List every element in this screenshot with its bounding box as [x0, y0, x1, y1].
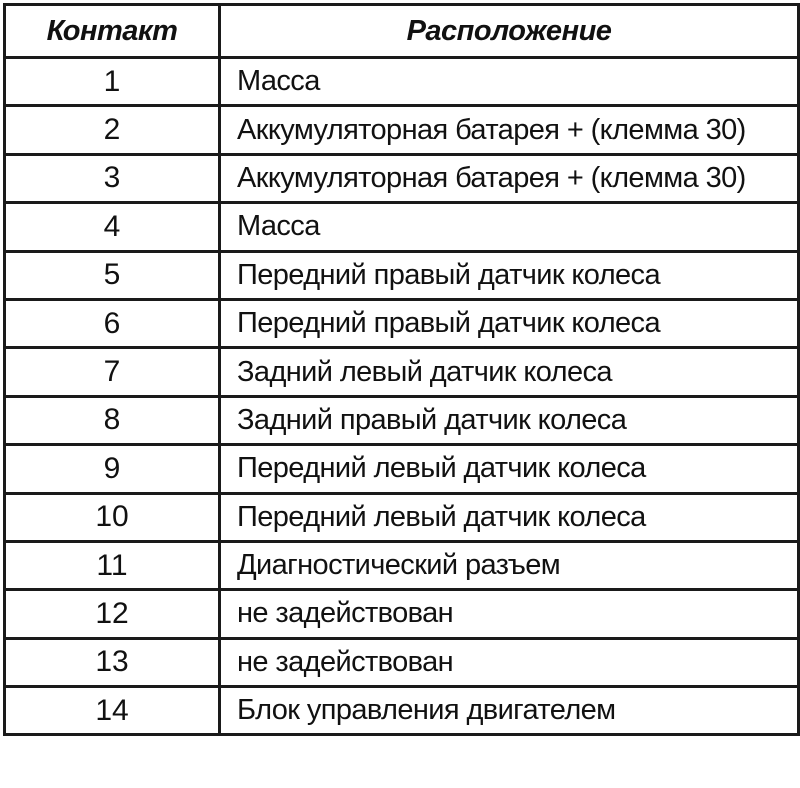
- contact-number: 8: [5, 396, 220, 444]
- contact-location: Передний левый датчик колеса: [220, 445, 799, 493]
- contact-number: 12: [5, 590, 220, 638]
- contact-number: 2: [5, 106, 220, 154]
- table-row: [5, 58, 799, 106]
- contact-location: Диагностический разъем: [220, 541, 799, 589]
- contact-number: 13: [5, 638, 220, 686]
- pinout-table: [3, 3, 800, 736]
- header-contact: Контакт: [5, 5, 220, 58]
- contact-number: 14: [5, 687, 220, 735]
- table-row: [5, 396, 799, 444]
- contact-location: Передний правый датчик колеса: [220, 299, 799, 347]
- contact-number: 6: [5, 299, 220, 347]
- contact-number: 9: [5, 445, 220, 493]
- contact-number: 7: [5, 348, 220, 396]
- contact-location: Масса: [220, 203, 799, 251]
- table-row: [5, 638, 799, 686]
- contact-location: Задний левый датчик колеса: [220, 348, 799, 396]
- table-body: [5, 58, 799, 735]
- table-row: [5, 154, 799, 202]
- contact-number: 10: [5, 493, 220, 541]
- table-row: [5, 106, 799, 154]
- contact-number: 3: [5, 154, 220, 202]
- table-row: [5, 590, 799, 638]
- contact-location: Масса: [220, 58, 799, 106]
- table-row: [5, 299, 799, 347]
- contact-location: Передний правый датчик колеса: [220, 251, 799, 299]
- table-row: [5, 541, 799, 589]
- contact-location: Блок управления двигателем: [220, 687, 799, 735]
- contact-location: Аккумуляторная батарея + (клемма 30): [220, 106, 799, 154]
- header-row: [5, 5, 799, 58]
- table-row: [5, 687, 799, 735]
- contact-location: не задействован: [220, 590, 799, 638]
- contact-number: 11: [5, 541, 220, 589]
- contact-number: 5: [5, 251, 220, 299]
- contact-location: Передний левый датчик колеса: [220, 493, 799, 541]
- contact-location: Аккумуляторная батарея + (клемма 30): [220, 154, 799, 202]
- contact-number: 4: [5, 203, 220, 251]
- table-row: [5, 493, 799, 541]
- contact-location: не задействован: [220, 638, 799, 686]
- contact-number: 1: [5, 58, 220, 106]
- table-row: [5, 348, 799, 396]
- table-row: [5, 445, 799, 493]
- header-location: Расположение: [220, 5, 799, 58]
- table-row: [5, 251, 799, 299]
- table-row: [5, 203, 799, 251]
- contact-location: Задний правый датчик колеса: [220, 396, 799, 444]
- table-header: [5, 5, 799, 58]
